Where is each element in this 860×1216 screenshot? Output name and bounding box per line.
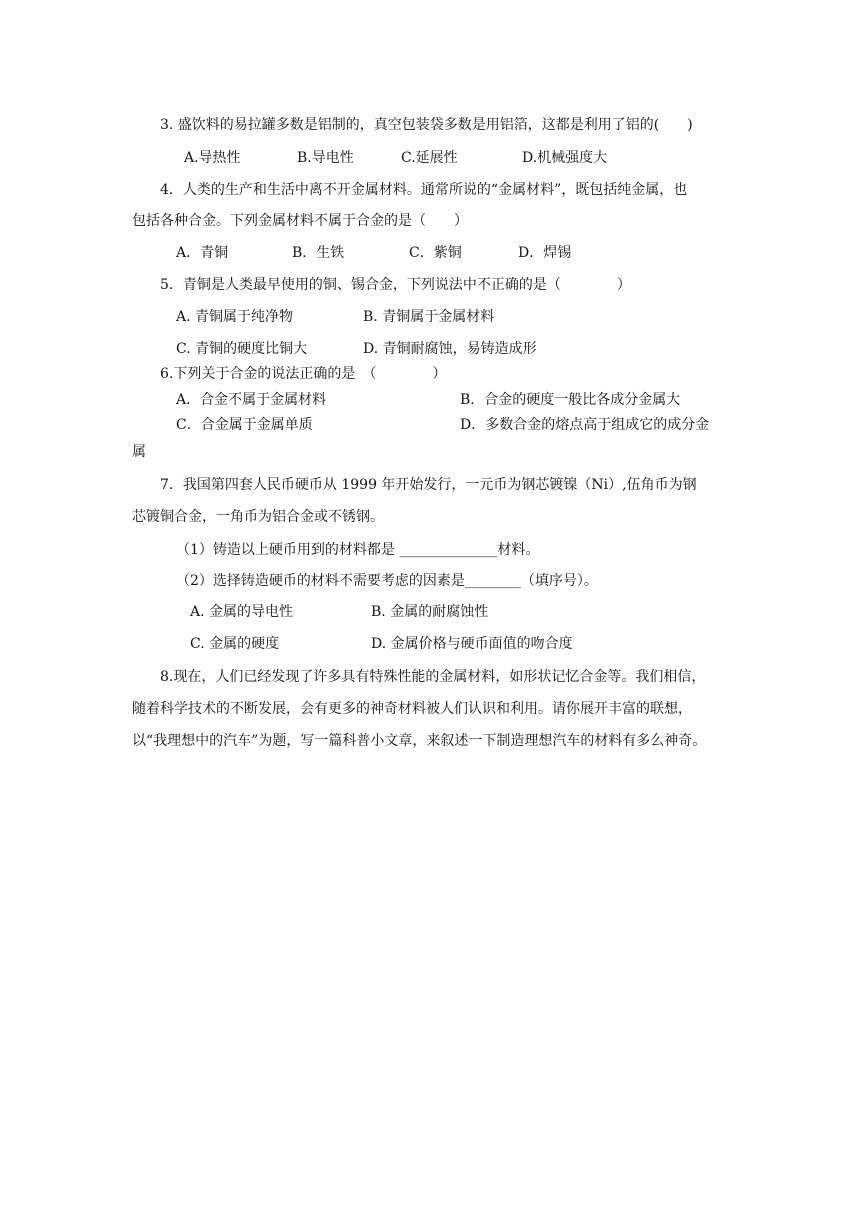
question-3-stem: 3. 盛饮料的易拉罐多数是铝制的，真空包装袋多数是用铝箔，这都是利用了铝的( ) <box>160 117 693 133</box>
question-7-sub2: （2）选择铸造硬币的材料不需要考虑的因素是________（填序号）。 <box>176 573 598 589</box>
question-7-stem-line1: 7．我国第四套人民币硬币从 1999 年开始发行，一元币为钢芯镀镍（Ni）,伍角币为钢 <box>160 477 697 493</box>
question-4-stem-line2: 包括各种合金。下列金属材料不属于合金的是（ ） <box>132 213 468 229</box>
question-5-option-c: C. 青铜的硬度比铜大 <box>176 341 308 357</box>
question-6-option-d-wrap: 属 <box>132 444 146 460</box>
question-4-option-d: D．焊锡 <box>518 245 572 261</box>
question-3-option-d: D.机械强度大 <box>522 150 608 166</box>
question-3-option-c: C.延展性 <box>401 150 458 166</box>
question-6-option-a: A．合金不属于金属材料 <box>176 392 327 408</box>
question-4-option-b: B．生铁 <box>292 245 345 261</box>
question-7-option-b: B. 金属的耐腐蚀性 <box>371 604 489 620</box>
question-7-option-a: A. 金属的导电性 <box>190 604 294 620</box>
question-4-stem-line1: 4．人类的生产和生活中离不开金属材料。通常所说的“金属材料”，既包括纯金属，也 <box>160 182 688 198</box>
question-3-option-a: A.导热性 <box>184 150 241 166</box>
question-8-line1: 8.现在，人们已经发现了许多具有特殊性能的金属材料，如形状记忆合金等。我们相信， <box>160 669 706 685</box>
question-7-stem-line2: 芯镀铜合金，一角币为铝合金或不锈钢。 <box>132 509 384 525</box>
question-5-stem: 5．青铜是人类最早使用的铜、锡合金，下列说法中不正确的是（ ） <box>160 277 631 293</box>
question-5-option-b: B. 青铜属于金属材料 <box>363 309 495 325</box>
question-7-sub1: （1）铸造以上硬币用到的材料都是 ______________材料。 <box>176 542 540 558</box>
question-8-line3: 以“我理想中的汽车”为题，写一篇科普小文章，来叙述一下制造理想汽车的材料有多么神奇。 <box>132 733 707 749</box>
question-4-option-a: A．青铜 <box>176 245 229 261</box>
question-5-option-a: A. 青铜属于纯净物 <box>176 309 294 325</box>
question-6-option-b: B．合金的硬度一般比各成分金属大 <box>460 392 681 408</box>
question-3-option-b: B.导电性 <box>297 150 354 166</box>
question-8-line2: 随着科学技术的不断发展，会有更多的神奇材料被人们认识和利用。请你展开丰富的联想， <box>132 701 692 717</box>
question-4-option-c: C．紫铜 <box>409 245 462 261</box>
question-6-stem: 6.下列关于合金的说法正确的是 （ ） <box>160 366 447 382</box>
question-6-option-d: D．多数合金的熔点高于组成它的成分金 <box>460 417 710 433</box>
question-6-option-c: C．合金属于金属单质 <box>176 417 313 433</box>
question-5-option-d: D. 青铜耐腐蚀，易铸造成形 <box>363 341 537 357</box>
question-7-option-c: C. 金属的硬度 <box>190 636 280 652</box>
question-7-option-d: D. 金属价格与硬币面值的吻合度 <box>371 636 573 652</box>
